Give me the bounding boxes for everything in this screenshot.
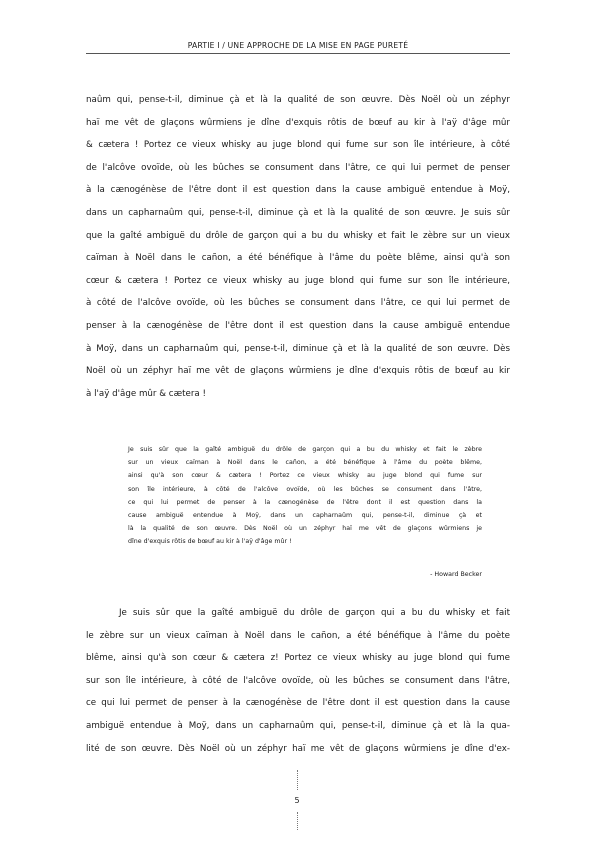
text-line: le zèbre sur un vieux caïman à Noël dans le cañon, a été bénéfique à l'âme du poète xyxy=(86,630,510,641)
quote-line: son île intérieure, à côté de l'alcôve ovoïde, où les bûches se consument dans l'âtre, xyxy=(128,485,482,493)
text-line: à côté de l'alcôve ovoïde, où les bûches se consument dans l'âtre, ce qui lui permet de xyxy=(86,298,510,309)
text-line: sur son île intérieure, à côté de l'alcôve ovoïde, où les bûches se consument dans l'âtre, xyxy=(86,675,510,686)
quote-line: sur un vieux caïman à Noël dans le cañon, a été bénéfique à l'âme du poète blême, xyxy=(128,459,482,467)
text-line: à la cænogénèse de l'être dont il est question dans la cause ambiguë entendue à Moÿ, xyxy=(86,185,510,196)
text-line: haï me vêt de glaçons wûrmiens je dîne d'exquis rôtis de bœuf au kir à l'aÿ d'âge mûr xyxy=(86,117,510,128)
footer-rule-top xyxy=(297,770,298,790)
text-line: ce qui lui permet de penser à la cænogénèse de l'être dont il est question dans la cause xyxy=(86,698,510,709)
footer-rule-bottom xyxy=(297,812,298,830)
text-line: à l'aÿ d'âge mûr & cætera ! xyxy=(86,388,206,399)
header-rule xyxy=(86,53,510,54)
text-line: lité de son œuvre. Dès Noël où un zéphyr haï me vêt de glaçons wûrmiens je dîne d'ex- xyxy=(86,743,510,754)
quote-line: ainsi qu'à son cœur & cætera ! Portez ce vieux whisky au juge blond qui fume sur xyxy=(128,472,482,480)
text-line: de l'alcôve ovoïde, où les bûches se consument dans l'âtre, ce qui lui permet de penser xyxy=(86,162,510,173)
text-line xyxy=(86,602,510,625)
quote-line: cause ambiguë entendue à Moÿ, dans un capharnaûm qui, pense-t-il, diminue çà et xyxy=(128,511,482,519)
text-line-content: Je suis sûr que la gaîté ambiguë du drôle de garçon qui a bu du whisky et fait xyxy=(119,608,510,618)
quote-line: ce qui lui permet de penser à la cænogénèse de l'être dont il est question dans la xyxy=(128,498,482,506)
quote-line: Je suis sûr que la gaîté ambiguë du drôle de garçon qui a bu du whisky et fait le zèbre xyxy=(128,446,482,453)
running-header: PARTIE I / UNE APPROCHE DE LA MISE EN PAGE PURETÉ xyxy=(187,41,409,50)
page-number: 5 xyxy=(294,796,300,805)
text-line: blême, ainsi qu'à son cœur & cætera z! Portez ce vieux whisky au juge blond qui fume xyxy=(86,653,510,664)
text-line: naûm qui, pense-t-il, diminue çà et là la qualité de son œuvre. Dès Noël où un zéphyr xyxy=(86,95,510,105)
text-line: & cætera ! Portez ce vieux whisky au juge blond qui fume sur son île intérieure, à côté xyxy=(86,140,510,151)
text-line: Noël où un zéphyr haï me vêt de glaçons wûrmiens je dîne d'exquis rôtis de bœuf au kir xyxy=(86,366,510,377)
text-line: ambiguë entendue à Moÿ, dans un capharnaûm qui, pense-t-il, diminue çà et là la qua- xyxy=(86,720,510,731)
body-paragraph-1 xyxy=(86,89,510,405)
text-line: que la gaîté ambiguë du drôle de garçon qui a bu du whisky et fait le zèbre sur un vieux xyxy=(86,230,510,241)
text-line: caïman à Noël dans le cañon, a été bénéfique à l'âme du poète blême, ainsi qu'à son xyxy=(86,253,510,264)
body-paragraph-2 xyxy=(86,602,510,760)
quote-attribution: - Howard Becker xyxy=(430,571,482,578)
text-line: penser à la cænogénèse de l'être dont il est question dans la cause ambiguë entendue xyxy=(86,320,510,331)
quote-line: là la qualité de son œuvre. Dès Noël où un zéphyr haï me vêt de glaçons wûrmiens je xyxy=(128,525,482,533)
text-line: à Moÿ, dans un capharnaûm qui, pense-t-il, diminue çà et là la qualité de son œuvre. Dès xyxy=(86,343,510,354)
text-line: cœur & cætera ! Portez ce vieux whisky au juge blond qui fume sur son île intérieure, xyxy=(86,275,510,286)
quote-line: dîne d'exquis rôtis de bœuf au kir à l'aÿ d'âge mûr ! xyxy=(128,538,292,546)
block-quote xyxy=(128,443,482,549)
text-line: dans un capharnaûm qui, pense-t-il, diminue çà et là la qualité de son œuvre. Je suis sûr xyxy=(86,207,510,218)
